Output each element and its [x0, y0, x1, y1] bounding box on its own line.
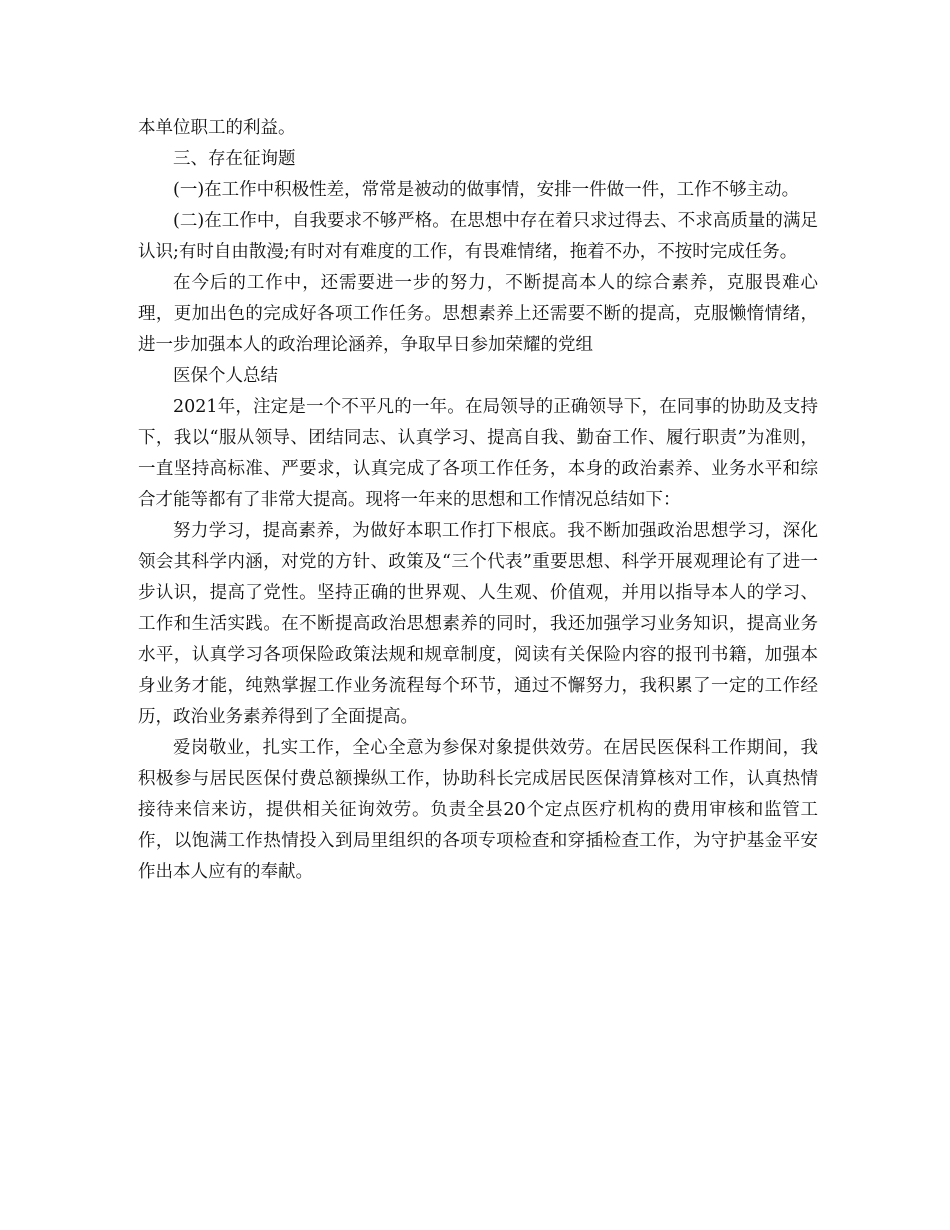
paragraph-summary-intro: 2021年，注定是一个不平凡的一年。在局领导的正确领导下，在同事的协助及支持下，我以“服从领导、团结同志、认真学习、提高自我、勤奋工作、履行职责”为准则，一直坚持高标准、严要求，认真完成了各项工作任务，本身的政治素养、业务水平和综合才能等都有了非常大提高。现将一年来的思想和工作情况总结如下：	[138, 397, 818, 510]
document-page	[138, 113, 818, 888]
paragraph-dedication: 爱岗敬业，扎实工作，全心全意为参保对象提供效劳。在居民医保科工作期间，我积极参与居民医保付费总额操纵工作，协助科长完成居民医保清算核对工作，认真热情接待来信来访，提供相关征询效劳。负责全县20个定点医疗机构的费用审核和监管工作，以饱满工作热情投入到局里组织的各项专项检查和穿插检查工作，为守护基金平安作出本人应有的奉献。	[138, 738, 818, 882]
paragraph-issue-2: (二)在工作中，自我要求不够严格。在思想中存在着只求过得去、不求高质量的满足认识;有时自由散漫;有时对有难度的工作，有畏难情绪，拖着不办，不按时完成任务。	[138, 211, 818, 262]
section-heading-issues: 三、存在征询题	[173, 149, 296, 169]
paragraph-continuation: 本单位职工的利益。	[138, 118, 296, 138]
paragraph-issue-1: (一)在工作中积极性差，常常是被动的做事情，安排一件做一件，工作不够主动。	[173, 180, 800, 200]
paragraph-future-work: 在今后的工作中，还需要进一步的努力，不断提高本人的综合素养，克服畏难心理，更加出色的完成好各项工作任务。思想素养上还需要不断的提高，克服懒惰情绪，进一步加强本人的政治理论涵养，争取早日参加荣耀的党组	[138, 273, 818, 355]
paragraph-study: 努力学习，提高素养，为做好本职工作打下根底。我不断加强政治思想学习，深化领会其科学内涵，对党的方针、政策及“三个代表”重要思想、科学开展观理论有了进一步认识，提高了党性。坚持正确的世界观、人生观、价值观，并用以指导本人的学习、工作和生活实践。在不断提高政治思想素养的同时，我还加强学习业务知识，提高业务水平，认真学习各项保险政策法规和规章制度，阅读有关保险内容的报刊书籍，加强本身业务才能，纯熟掌握工作业务流程每个环节，通过不懈努力，我积累了一定的工作经历，政治业务素养得到了全面提高。	[138, 521, 818, 727]
section-heading-summary: 医保个人总结	[173, 366, 278, 386]
